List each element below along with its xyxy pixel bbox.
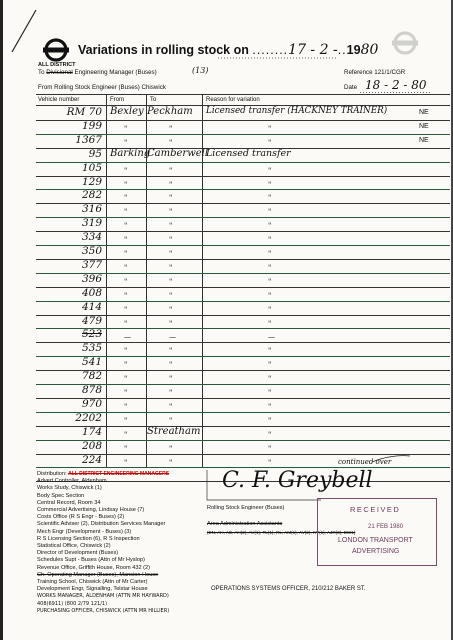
to-depot: " [169, 416, 173, 425]
title-dotted-line [218, 56, 338, 60]
reason: " [268, 458, 272, 467]
vehicle-number: 414 [81, 300, 102, 313]
to-depot: " [169, 291, 173, 300]
distribution-label [37, 471, 169, 478]
distribution-list [37, 478, 169, 615]
distribution-item: Development Engr, Signalling, Telstar House [37, 586, 148, 593]
handwritten-ref: (13) [192, 66, 209, 75]
reason: " [268, 236, 272, 245]
stamp-org: LONDON TRANSPORT [338, 537, 413, 544]
to-depot: Camberwell [147, 147, 209, 159]
col-to: To [150, 97, 157, 103]
title-date-hand: 17 - 2 - [288, 42, 338, 58]
distribution-item: WORKS MANAGER, ALDENHAM (ATTN MR HAYWARD) [37, 593, 169, 600]
to-depot: " [169, 389, 173, 397]
to-depot: Streatham [147, 425, 201, 437]
reason: " [268, 263, 272, 272]
area-codes: (EN, AH, AE, AH(2), AV(1), TL(1), RL, AM(1), AV(2), KV(1), AJR(3), BW1) [207, 530, 356, 535]
signature: C. F. Greybell [222, 468, 373, 493]
to-depot: " [169, 402, 173, 411]
received-stamp [317, 498, 437, 566]
date-label: Date [344, 84, 358, 91]
to-label: To [38, 69, 45, 76]
distribution-item: Schedules Supt - Buses (Attn of Mr Hyslop) [37, 557, 145, 564]
from-depot: " [124, 208, 128, 217]
vehicle-number: 129 [81, 175, 102, 188]
to-depot: " [169, 222, 173, 231]
from-depot: " [124, 319, 128, 328]
distribution-item: Training School, Chiswick (Attn of Mr Carter) [37, 579, 148, 586]
col-vehicle-number: Vehicle number [38, 97, 80, 103]
reason: " [268, 222, 272, 231]
to-depot: " [169, 458, 173, 467]
area-admin: Area Administration Assistants [207, 521, 283, 527]
reason: " [268, 277, 272, 286]
distribution-item: Works Study, Chiswick (1) [37, 485, 102, 492]
table-row [36, 356, 450, 370]
reason: " [268, 194, 272, 203]
table-row [36, 189, 450, 203]
to-depot: " [169, 250, 173, 258]
reason: " [268, 124, 272, 133]
date-hand: 18 - 2 - 80 [365, 78, 427, 92]
title-text: Variations in rolling stock on [78, 43, 249, 57]
col-reason: Reason for variation [206, 97, 260, 103]
vehicle-number: 105 [81, 161, 102, 174]
table-row [36, 217, 450, 231]
distribution-item: PURCHASING OFFICER, CHISWICK (ATTN MR HILLIER) [37, 607, 170, 614]
reference: Reference 121/1/CGR [344, 69, 406, 76]
to-depot: " [169, 166, 173, 175]
from-depot: " [124, 277, 128, 286]
vehicle-number: 95 [88, 147, 102, 160]
vehicle-number: 523 [81, 328, 102, 341]
to-depot: " [169, 236, 173, 245]
from-depot: " [124, 263, 128, 272]
to-depot: " [169, 180, 173, 189]
reason: " [268, 444, 272, 453]
from-depot: " [124, 124, 128, 133]
from-depot: " [124, 361, 128, 370]
distribution-item: Commercial Advertising, Lindsay House (7) [37, 507, 145, 514]
vehicle-number: 396 [81, 272, 102, 285]
from-depot: " [124, 444, 128, 453]
table-row [36, 328, 450, 342]
table-row [36, 203, 450, 217]
table-row [36, 287, 450, 301]
reason: " [268, 361, 272, 370]
reason: " [268, 416, 272, 425]
vehicle-number: 2202 [75, 411, 102, 424]
table-row [36, 245, 450, 259]
from-depot: " [124, 416, 128, 425]
to-line [38, 69, 157, 76]
from-depot: " [124, 194, 128, 203]
from-depot: Barking [110, 147, 151, 159]
reason: " [268, 291, 272, 300]
to-depot: " [169, 444, 173, 453]
reason: Licensed transfer (HACKNEY TRAINER) [206, 106, 388, 116]
table-row [36, 370, 450, 384]
table-row [36, 315, 450, 329]
reason: " [268, 166, 272, 175]
to-recipient: Engineering Manager (Buses) [74, 69, 157, 76]
signature-role: Rolling Stock Engineer (Buses) [207, 505, 285, 511]
ops-office: OPERATIONS SYSTEMS OFFICER, 210/212 BAKER ST. [211, 586, 366, 592]
table-row [36, 426, 450, 440]
distribution-item: Revenue Office, Griffith House, Room 432 (2) [37, 564, 150, 571]
vehicle-number: 316 [81, 203, 102, 216]
reason: " [268, 375, 272, 384]
from-depot: — [124, 333, 131, 342]
from-line: From Rolling Stock Engineer (Buses) Chiswick [38, 84, 166, 91]
reason: " [268, 138, 272, 147]
all-district-note: ALL DISTRICT [38, 62, 76, 68]
to-depot: " [169, 208, 173, 217]
continued-arrow-icon [372, 452, 412, 466]
vehicle-number: 408 [81, 286, 102, 299]
col-from: From [110, 97, 124, 103]
title-dots: ........ [252, 43, 289, 57]
from-depot: Bexley [110, 106, 144, 117]
from-depot: " [124, 375, 128, 384]
vehicle-number: RM 70 [66, 106, 102, 118]
vehicle-number: 535 [81, 342, 102, 355]
to-depot: Peckham [147, 106, 193, 117]
to-depot: " [169, 361, 173, 370]
title-dots-mid: .. [337, 43, 347, 57]
vehicle-number: 199 [81, 119, 102, 132]
to-depot: " [169, 305, 173, 314]
vehicle-number: 1367 [75, 133, 102, 146]
distribution-item: Director of Development (Buses) [37, 550, 119, 557]
distribution-label-text: Distribution: [37, 471, 67, 477]
distribution-item: Statistical Office, Chiswick (2) [37, 543, 111, 550]
reason: " [268, 430, 272, 439]
distribution-item: Body Spec Section [37, 492, 85, 499]
distribution-item: Scientific Adviser (2), Distribution Services Manager [37, 521, 166, 528]
vehicle-number: 377 [81, 258, 102, 271]
distribution-item: R S Licensing Section (6), R S Inspection [37, 535, 140, 542]
from-depot: " [124, 430, 128, 439]
to-depot: " [169, 124, 173, 133]
stamp-received: RECEIVED [350, 505, 401, 514]
from-depot: " [124, 138, 128, 147]
from-depot: " [124, 389, 128, 397]
ne-mark: NE [419, 122, 429, 130]
distribution-block [37, 471, 169, 615]
vehicle-number: 174 [81, 425, 102, 438]
from-depot: " [124, 180, 128, 189]
reason: " [268, 402, 272, 411]
reason: — [268, 333, 275, 342]
from-depot: " [124, 305, 128, 314]
distribution-item: Mech Engr (Development - Buses) (3) [37, 528, 132, 535]
reason: " [268, 389, 272, 397]
table-top-rule [36, 94, 450, 95]
table-row [36, 106, 450, 120]
pen-mark-icon [10, 8, 40, 54]
from-depot: " [124, 402, 128, 411]
ne-mark: NE [419, 109, 429, 116]
vehicle-number: 282 [81, 189, 102, 202]
from-depot: " [124, 250, 128, 258]
distribution-overwrite: ALL DISTRICT ENGINEERING MANAGERS [68, 471, 170, 477]
from-depot: " [124, 166, 128, 175]
to-depot: — [169, 333, 176, 342]
to-depot: " [169, 347, 173, 356]
from-depot: " [124, 347, 128, 356]
vehicle-number: 350 [81, 245, 102, 257]
reason: " [268, 305, 272, 314]
table-row [36, 231, 450, 245]
from-depot: " [124, 291, 128, 300]
from-depot: " [124, 458, 128, 467]
distribution-item: Advert Controller, Aldenham [37, 478, 107, 485]
table-row [36, 162, 450, 176]
table-row [36, 259, 450, 273]
vehicle-number: 782 [81, 370, 102, 383]
london-transport-roundel-icon [43, 37, 69, 63]
to-depot: " [169, 319, 173, 328]
reason: " [268, 180, 272, 189]
reason: " [268, 250, 272, 258]
vehicle-number: 224 [81, 453, 102, 466]
distribution-item: Central Record, Room 34 [37, 499, 101, 506]
vehicle-number: 319 [81, 217, 102, 230]
to-depot: " [169, 194, 173, 203]
reason: " [268, 208, 272, 217]
vehicle-number: 541 [81, 356, 102, 369]
table-row [36, 120, 450, 134]
table-row [36, 412, 450, 426]
continued-note: continued over [338, 458, 392, 466]
vehicle-number: 479 [81, 314, 102, 327]
to-depot: " [169, 263, 173, 272]
title-year: 19 [346, 43, 361, 57]
stamp-dept: ADVERTISING [352, 548, 400, 555]
reason: Licensed transfer [206, 147, 291, 159]
reason: " [268, 347, 272, 356]
from-depot: " [124, 222, 128, 231]
title-year-hand: 80 [360, 42, 379, 58]
to-depot: " [169, 375, 173, 384]
ne-mark: NE [419, 136, 429, 144]
table-row [36, 342, 450, 356]
table-row [36, 176, 450, 190]
to-depot: " [169, 277, 173, 286]
reason: " [268, 319, 272, 328]
distribution-item: Ch. Operating Manager (Buses), Mansion House [37, 571, 159, 578]
table-row [36, 384, 450, 398]
vehicle-number: 208 [81, 439, 102, 452]
vehicle-number: 970 [81, 397, 102, 410]
to-depot: " [169, 138, 173, 147]
table-row [36, 273, 450, 287]
vehicle-number: 878 [81, 384, 102, 396]
table-row [36, 134, 450, 148]
stamp-date: 21 FEB 1980 [368, 524, 404, 530]
distribution-item: Costs Office (R S Engr - Buses) (2) [37, 514, 125, 521]
table-row [36, 301, 450, 315]
from-depot: " [124, 236, 128, 245]
table-row [36, 398, 450, 412]
table-row [36, 148, 450, 162]
scan-edge-left [0, 0, 3, 640]
distribution-item: 408(6911) (800 2/79 121/1) [37, 600, 108, 607]
faint-roundel-icon [392, 30, 418, 56]
vehicle-number: 334 [81, 231, 102, 244]
to-struck-word: Divisional [46, 69, 73, 76]
